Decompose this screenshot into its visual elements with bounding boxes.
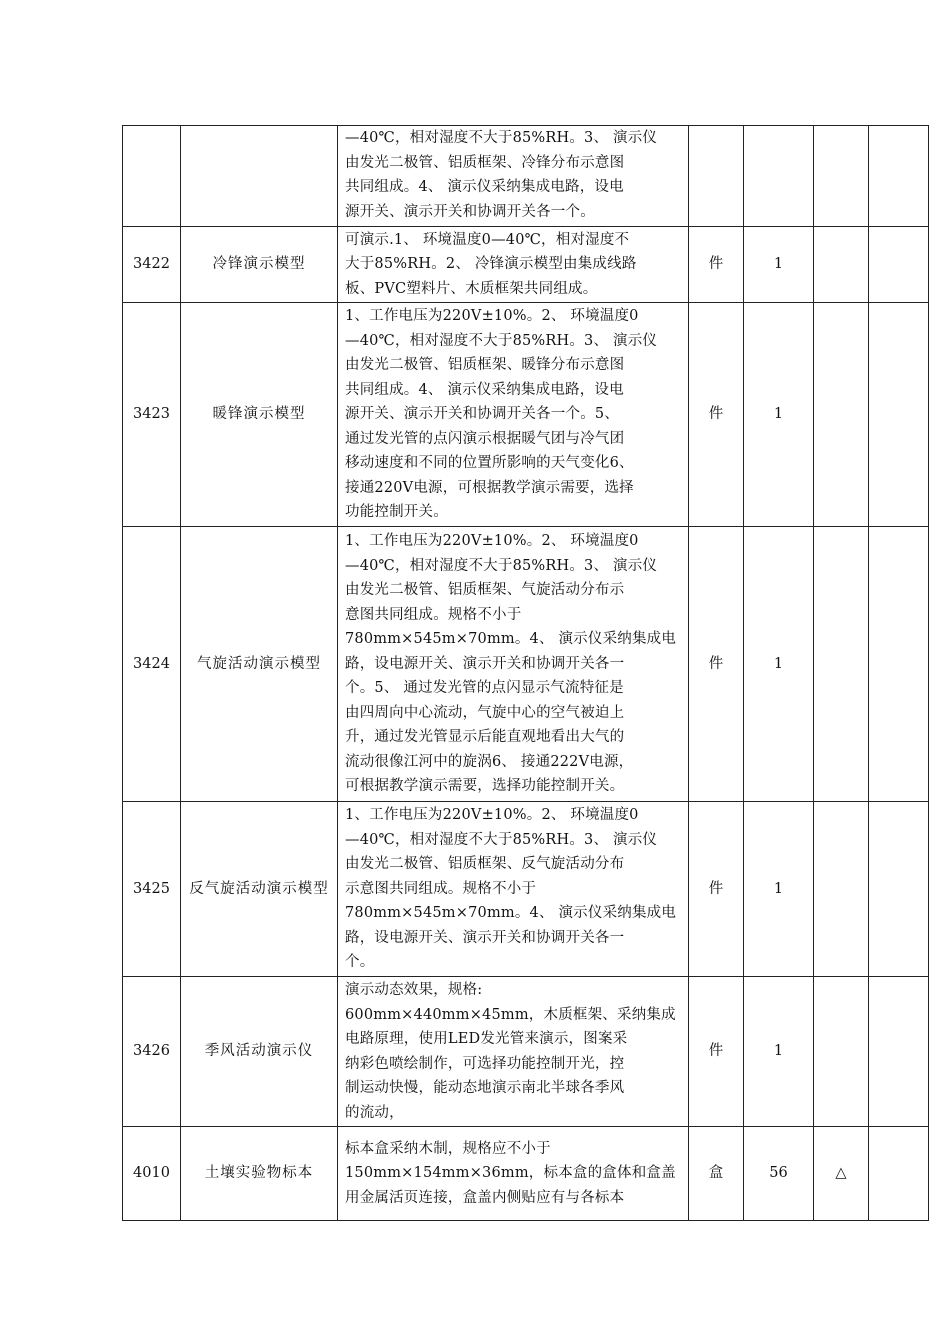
- spec-line: 1、工作电压为220V±10%。2、 环境温度0: [345, 308, 639, 325]
- spec-line: 移动速度和不同的位置所影响的天气变化6、: [345, 455, 634, 472]
- extra-cell: [869, 1127, 929, 1221]
- spec-line: 个。5、 通过发光管的点闪显示气流特征是: [345, 680, 624, 697]
- spec-line: 由发光二极管、铝质框架、冷锋分布示意图: [345, 154, 625, 171]
- mark-cell: [814, 527, 869, 802]
- spec-line: 由四周向中心流动，气旋中心的空气被迫上: [345, 704, 625, 721]
- spec-line: 标本盒采纳木制，规格应不小于: [345, 1140, 551, 1157]
- spec-line: 的流动，: [345, 1104, 404, 1121]
- spec-line: 源开关、演示开关和协调开关各一个。: [345, 203, 595, 220]
- item-name-cell: 暖锋演示模型: [181, 303, 338, 527]
- quantity-cell: 1: [744, 303, 814, 527]
- mark-cell: [814, 126, 869, 227]
- unit-cell: [689, 126, 744, 227]
- spec-line: 路，设电源开关、演示开关和协调开关各一: [345, 655, 625, 672]
- item-name-cell: [181, 126, 338, 227]
- table-row: [123, 977, 929, 1127]
- spec-line: 个。: [345, 954, 375, 971]
- item-spec-cell: [338, 802, 689, 977]
- item-spec-cell: [338, 977, 689, 1127]
- mark-cell: [814, 977, 869, 1127]
- item-name-cell: 反气旋活动演示模型: [181, 802, 338, 977]
- spec-line: 1、工作电压为220V±10%。2、 环境温度0: [345, 807, 639, 824]
- item-spec-cell: [338, 227, 689, 303]
- spec-line: —40℃，相对湿度不大于85%RH。3、 演示仪: [345, 831, 658, 848]
- spec-line: 用金属活页连接，盒盖内侧贴应有与各标本: [345, 1189, 625, 1206]
- spec-line: 共同组成。4、 演示仪采纳集成电路，设电: [345, 179, 624, 195]
- spec-line: 150mm×154mm×36mm，标本盒的盒体和盒盖: [345, 1165, 676, 1182]
- item-number-cell: 3424: [123, 527, 181, 802]
- table-row: [123, 527, 929, 802]
- item-name-cell: 季风活动演示仪: [181, 977, 338, 1127]
- spec-line: 780mm×545m×70mm。4、 演示仪采纳集成电: [345, 905, 677, 922]
- quantity-cell: [744, 126, 814, 227]
- item-name-cell: 土壤实验物标本: [181, 1127, 338, 1221]
- spec-line: 由发光二极管、铝质框架、暖锋分布示意图: [345, 357, 625, 374]
- spec-line: 功能控制开关。: [345, 504, 448, 521]
- spec-line: —40℃，相对湿度不大于85%RH。3、 演示仪: [345, 557, 658, 574]
- spec-line: 流动很像江河中的旋涡6、 接通222V电源，: [345, 753, 634, 770]
- unit-cell: 件: [689, 802, 744, 977]
- spec-line: 升，通过发光管显示后能直观地看出大气的: [345, 729, 625, 746]
- table-row: [123, 802, 929, 977]
- spec-line: 780mm×545m×70mm。4、 演示仪采纳集成电: [345, 631, 677, 648]
- item-number-cell: 3423: [123, 303, 181, 527]
- item-spec-cell: [338, 1127, 689, 1221]
- spec-line: —40℃，相对湿度不大于85%RH。3、 演示仪: [345, 332, 658, 349]
- unit-cell: 件: [689, 227, 744, 303]
- extra-cell: [869, 126, 929, 227]
- spec-line: 制运动快慢，能动态地演示南北半球各季风: [345, 1080, 625, 1096]
- item-number-cell: 4010: [123, 1127, 181, 1221]
- spec-line: —40℃，相对湿度不大于85%RH。3、 演示仪: [345, 130, 658, 146]
- extra-cell: [869, 303, 929, 527]
- item-spec-cell: [338, 527, 689, 802]
- quantity-cell: 1: [744, 527, 814, 802]
- spec-line: 由发光二极管、铝质框架、反气旋活动分布: [345, 856, 625, 873]
- unit-cell: 件: [689, 303, 744, 527]
- spec-line: 路，设电源开关、演示开关和协调开关各一: [345, 929, 625, 946]
- quantity-cell: 1: [744, 977, 814, 1127]
- item-number-cell: 3426: [123, 977, 181, 1127]
- item-name-cell: 冷锋演示模型: [181, 227, 338, 303]
- item-number-cell: 3425: [123, 802, 181, 977]
- quantity-cell: 1: [744, 227, 814, 303]
- unit-cell: 件: [689, 527, 744, 802]
- spec-line: 演示动态效果，规格:: [345, 982, 483, 998]
- spec-line: 纳彩色喷绘制作，可选择功能控制开光，控: [345, 1055, 625, 1072]
- item-number-cell: [123, 126, 181, 227]
- mark-cell: △: [814, 1127, 869, 1221]
- item-spec-cell: [338, 303, 689, 527]
- item-name-cell: 气旋活动演示模型: [181, 527, 338, 802]
- unit-cell: 件: [689, 977, 744, 1127]
- table-row: [123, 126, 929, 227]
- table-body: [123, 126, 929, 1221]
- item-spec-cell: [338, 126, 689, 227]
- spec-line: 可演示.1、 环境温度0—40℃，相对湿度不: [345, 231, 630, 248]
- extra-cell: [869, 227, 929, 303]
- item-number-cell: 3422: [123, 227, 181, 303]
- table-row: [123, 1127, 929, 1221]
- table-row: [123, 227, 929, 303]
- extra-cell: [869, 527, 929, 802]
- spec-line: 意图共同组成。规格不小于: [345, 606, 522, 623]
- mark-cell: [814, 802, 869, 977]
- spec-line: 可根据教学演示需要，选择功能控制开关。: [345, 778, 625, 795]
- mark-cell: [814, 303, 869, 527]
- equipment-spec-table: [122, 125, 929, 1221]
- quantity-cell: 1: [744, 802, 814, 977]
- extra-cell: [869, 977, 929, 1127]
- quantity-cell: 56: [744, 1127, 814, 1221]
- extra-cell: [869, 802, 929, 977]
- spec-line: 电路原理，使用LED发光管来演示，图案采: [345, 1031, 628, 1047]
- unit-cell: 盒: [689, 1127, 744, 1221]
- spec-line: 通过发光管的点闪演示根据暖气团与冷气团: [345, 430, 625, 447]
- spec-line: 共同组成。4、 演示仪采纳集成电路，设电: [345, 381, 624, 398]
- spec-line: 板、PVC塑料片、木质框架共同组成。: [345, 280, 598, 297]
- spec-line: 1、工作电压为220V±10%。2、 环境温度0: [345, 533, 639, 550]
- table-row: [123, 303, 929, 527]
- spec-line: 源开关、演示开关和协调开关各一个。5、: [345, 406, 620, 423]
- spec-line: 示意图共同组成。规格不小于: [345, 880, 537, 897]
- mark-cell: [814, 227, 869, 303]
- spec-line: 接通220V电源，可根据教学演示需要，选择: [345, 479, 634, 496]
- spec-line: 大于85%RH。2、 冷锋演示模型由集成线路: [345, 256, 637, 273]
- spec-line: 600mm×440mm×45mm，木质框架、采纳集成: [345, 1006, 676, 1023]
- spec-line: 由发光二极管、铝质框架、气旋活动分布示: [345, 582, 625, 599]
